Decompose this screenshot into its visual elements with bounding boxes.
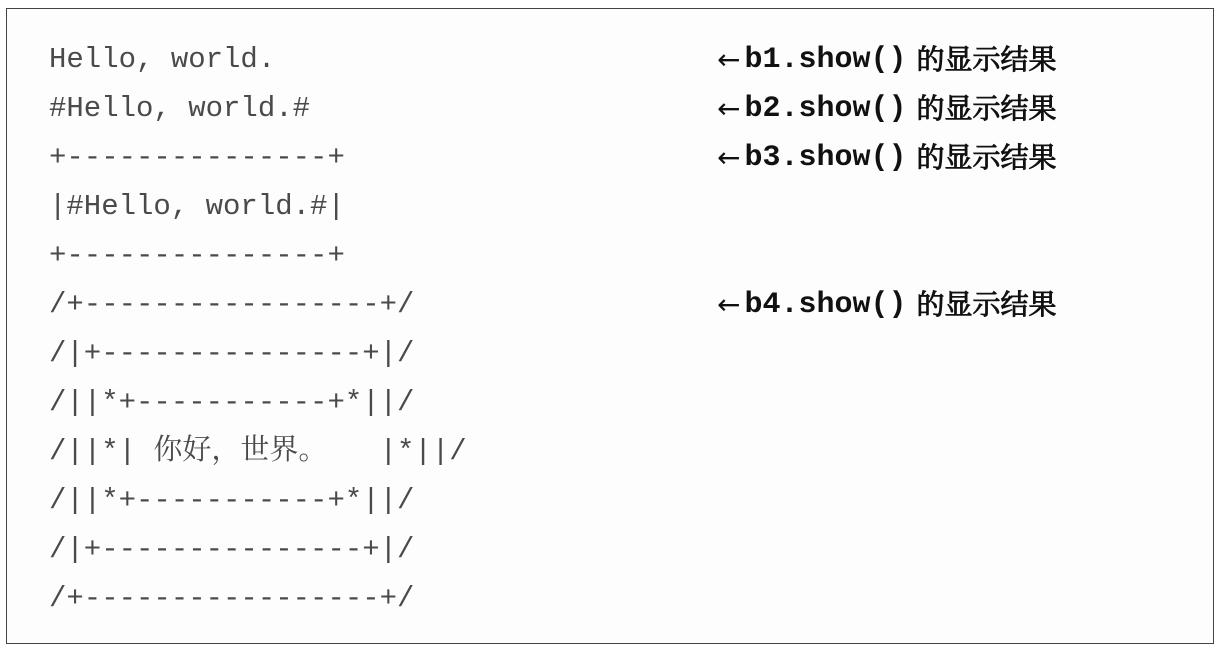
annotation-code: b1.show() [744, 43, 907, 77]
left-arrow-icon: ← [717, 141, 741, 174]
output-line: /+-----------------+/ [49, 288, 415, 321]
annotation-b2 [717, 92, 1057, 126]
annotation-desc: 的显示结果 [916, 92, 1057, 125]
left-arrow-icon: ← [717, 288, 741, 321]
output-line: /||*+-----------+*||/ [49, 386, 415, 419]
output-line: +---------------+ [49, 239, 345, 272]
annotation-code: b4.show() [744, 288, 907, 322]
output-line: /|+---------------+|/ [49, 533, 415, 566]
annotation-desc: 的显示结果 [916, 288, 1057, 321]
output-line: Hello, world. [49, 43, 276, 76]
annotation-b3 [717, 141, 1057, 175]
annotation-b1 [717, 43, 1057, 77]
output-line: /+-----------------+/ [49, 582, 415, 615]
output-line: |#Hello, world.#| [49, 190, 345, 223]
output-line: /||*| 你好，世界。 |*||/ [49, 435, 467, 468]
output-line: /|+---------------+|/ [49, 337, 415, 370]
annotation-code: b3.show() [744, 141, 907, 175]
left-arrow-icon: ← [717, 92, 741, 125]
output-box [6, 8, 1214, 644]
output-line: /||*+-----------+*||/ [49, 484, 415, 517]
annotation-desc: 的显示结果 [916, 43, 1057, 76]
annotation-desc: 的显示结果 [916, 141, 1057, 174]
output-line: #Hello, world.# [49, 92, 311, 125]
left-arrow-icon: ← [717, 43, 741, 76]
annotation-code: b2.show() [744, 92, 907, 126]
output-line: +---------------+ [49, 141, 345, 174]
annotation-b4 [717, 288, 1057, 322]
